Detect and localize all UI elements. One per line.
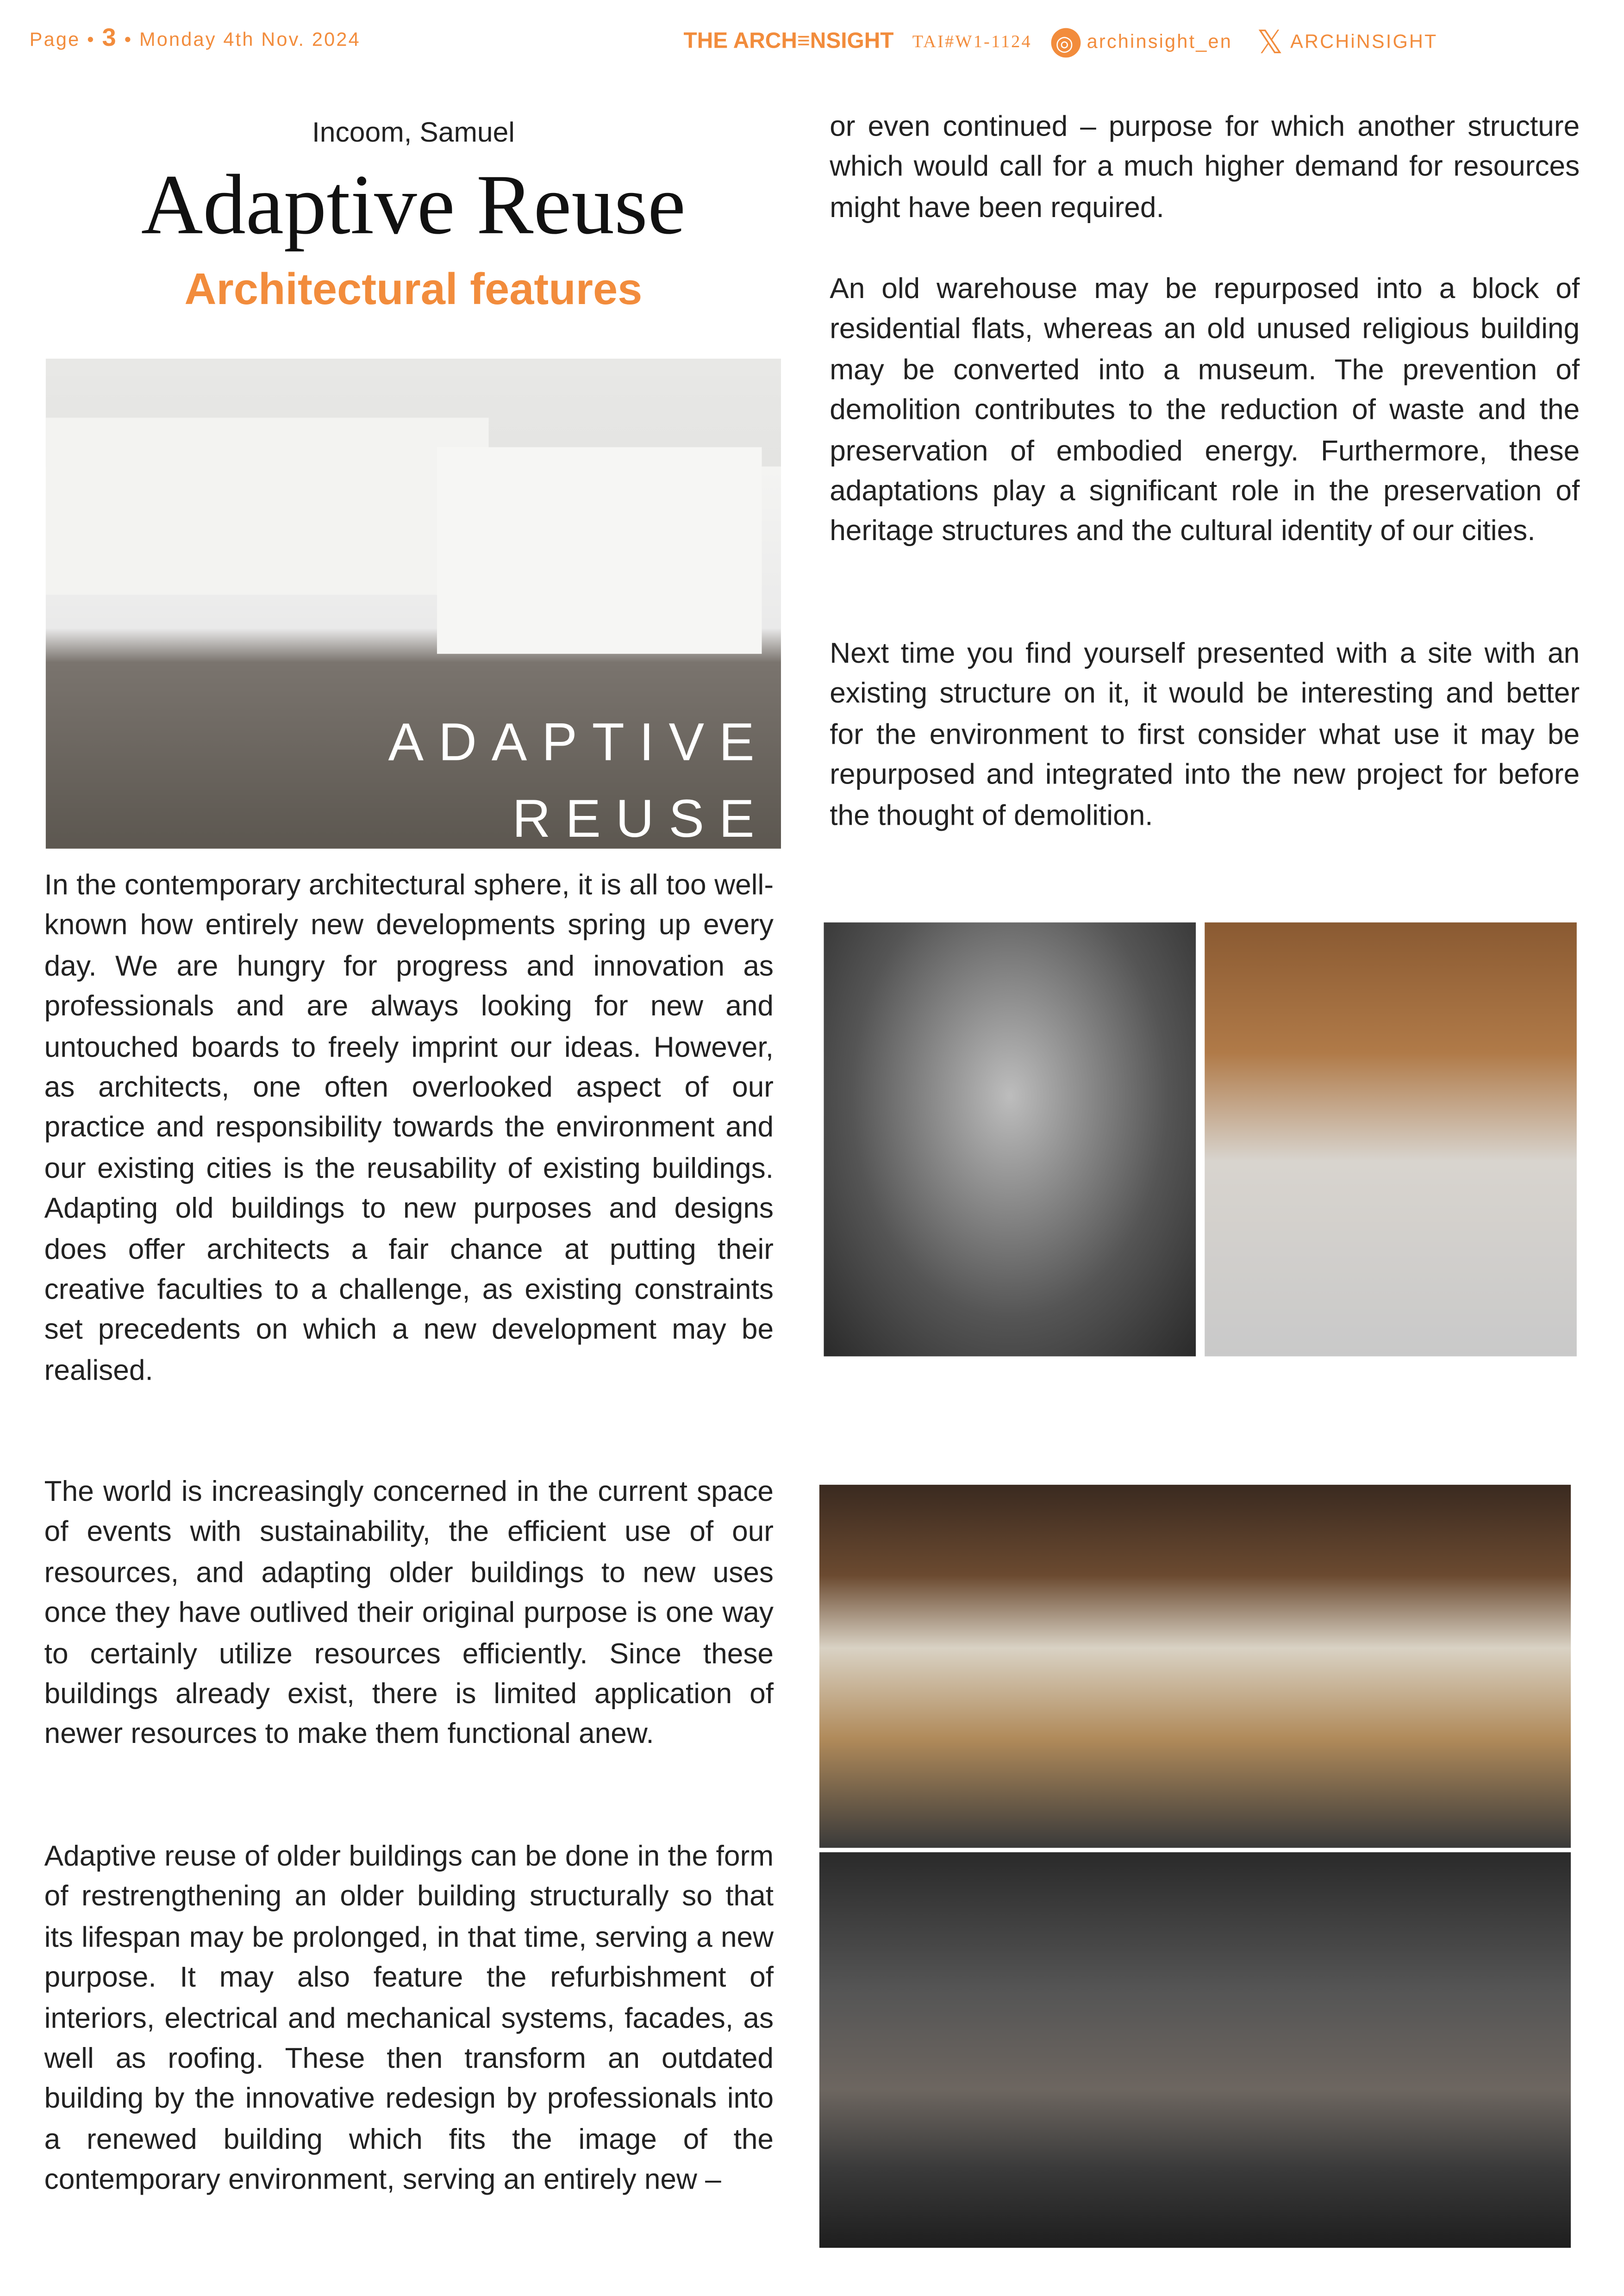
body-paragraph: The world is increasingly concerned in the current space of events with sustainability, the efficient use of our resources, and adapting older buildings to new uses once they have outlived their original purpose is one way to certainly utilize resources efficiently. Since these buildings already exist, there is limited application of newer resources to make them functional anew.	[44, 1476, 774, 1751]
derelict-interior-image	[819, 1852, 1571, 2248]
body-paragraph: Adaptive reuse of older buildings can be done in the form of restrengthening an older building structurally so that its lifespan may be prolonged, in that time, serving a new purpose. It may also feature the refurbishment of interiors, electrical and mechanical systems, facades, as well as roofing. These then transform an outdated building by the innovative redesign by professionals into a renewed building which fits the image of the contemporary environment, serving an entirely new –	[44, 1840, 774, 2197]
hero-overlay-text: REUSE	[512, 788, 769, 849]
instagram-handle[interactable]: archinsight_en	[1087, 30, 1232, 53]
article-subtitle: Architectural features	[184, 266, 643, 315]
body-paragraph: An old warehouse may be repurposed into a block of residential flats, whereas an old unused religious building may be converted into a museum. The prevention of demolition contributes to the reduction of waste and the preservation of embodied energy. Furthermore, these adaptations play a significant role in the preservation of heritage structures and the cultural identity of our cities.	[830, 273, 1580, 548]
x-icon: 𝕏	[1256, 24, 1285, 61]
body-paragraph: In the contemporary architectural sphere, it is all too well-known how entirely new developments spring up every day. We are hungry for progress and innovation as professionals and are always looking for new and untouched boards to freely imprint our ideas. However, as architects, one often overlooked aspect of our practice and responsibility towards the environment and our existing cities is the reusability of existing buildings. Adapting old buildings to new purposes and designs does offer architects a fair chance at putting their creative faculties to a challenge, as existing constraints set precedents on which a new development may be realised.	[44, 869, 774, 1388]
page-info: Page • 3 • Monday 4th Nov. 2024	[29, 24, 361, 52]
issue-date: Monday 4th Nov. 2024	[139, 28, 361, 50]
office-interior-image	[819, 1485, 1571, 1848]
body-paragraph: or even continued – purpose for which another structure which would call for a much higher demand for resources might have been required.	[830, 111, 1580, 224]
author: Incoom, Samuel	[312, 118, 515, 149]
brand-logo: THE ARCH≡NSIGHT	[683, 28, 894, 54]
hero-image	[46, 359, 781, 849]
issue-code: TAI#W1-1124	[912, 31, 1032, 53]
article-title: Adaptive Reuse	[141, 156, 686, 253]
masthead	[684, 24, 1438, 62]
page-label: Page	[29, 28, 81, 50]
warehouse-before-image	[824, 922, 1196, 1356]
body-paragraph: Next time you find yourself presented with a site with an existing structure on it, it would be interesting and better for the environment to first consider what use it may be repurposed and integrated into the new project for before the thought of demolition.	[830, 637, 1580, 832]
hero-overlay-text: ADAPTIVE	[388, 711, 769, 772]
warehouse-after-image	[1205, 922, 1577, 1356]
instagram-icon: ◎	[1050, 28, 1080, 58]
page-number: 3	[102, 24, 118, 52]
x-handle[interactable]: ARCHiNSIGHT	[1290, 30, 1438, 53]
